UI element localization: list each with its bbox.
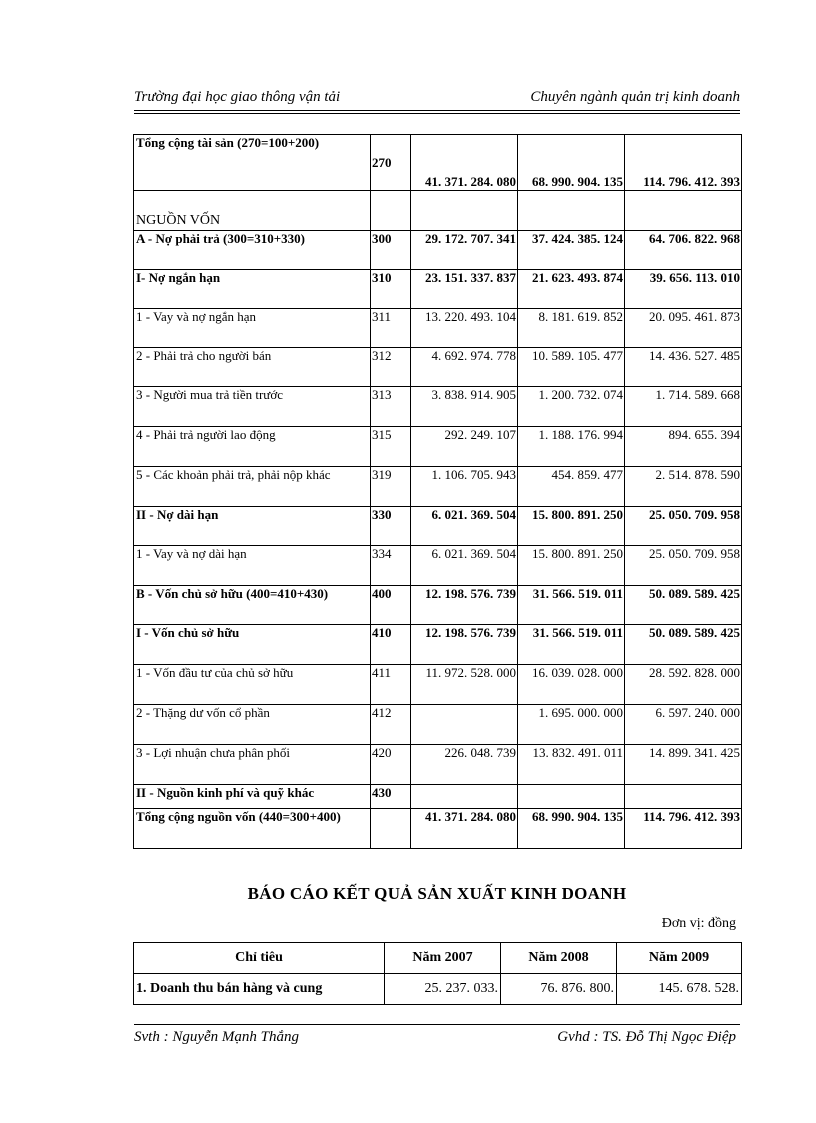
- cell-2008: 1. 695. 000. 000: [518, 705, 625, 745]
- cell-2007: 12. 198. 576. 739: [411, 586, 518, 625]
- row-label: 1 - Vay và nợ dài hạn: [134, 546, 371, 586]
- cell-2008: 454. 859. 477: [518, 467, 625, 507]
- table-row: [134, 270, 742, 309]
- cell-2007: 292. 249. 107: [411, 427, 518, 467]
- cell-2009: 114. 796. 412. 393: [625, 135, 742, 191]
- row-code: 315: [371, 427, 411, 467]
- cell-2009: 50. 089. 589. 425: [625, 586, 742, 625]
- header-rule-bottom: [134, 113, 740, 114]
- cell-2007: 25. 237. 033.: [385, 974, 501, 1005]
- cell-2007: [411, 785, 518, 809]
- cell-2007: 11. 972. 528. 000: [411, 665, 518, 705]
- row-code: [371, 191, 411, 231]
- cell-2007: [411, 191, 518, 231]
- row-label: 2 - Thặng dư vốn cổ phần: [134, 705, 371, 745]
- table-row: [134, 974, 742, 1005]
- row-label: B - Vốn chủ sở hữu (400=410+430): [134, 586, 371, 625]
- cell-2009: 2. 514. 878. 590: [625, 467, 742, 507]
- row-code: 313: [371, 387, 411, 427]
- table-row: [134, 625, 742, 665]
- row-label: 1 - Vốn đầu tư của chủ sở hữu: [134, 665, 371, 705]
- row-label: A - Nợ phải trả (300=310+330): [134, 231, 371, 270]
- cell-2008: [518, 785, 625, 809]
- cell-2009: 28. 592. 828. 000: [625, 665, 742, 705]
- footer-rule: [134, 1024, 740, 1025]
- row-code: 310: [371, 270, 411, 309]
- cell-2009: 25. 050. 709. 958: [625, 507, 742, 546]
- balance-sheet-table: [133, 134, 742, 849]
- cell-2008: 68. 990. 904. 135: [518, 809, 625, 849]
- cell-2009: 50. 089. 589. 425: [625, 625, 742, 665]
- cell-2009: 894. 655. 394: [625, 427, 742, 467]
- cell-2008: 31. 566. 519. 011: [518, 625, 625, 665]
- cell-2007: 29. 172. 707. 341: [411, 231, 518, 270]
- income-statement-table: [133, 942, 742, 1005]
- cell-2009: 14. 899. 341. 425: [625, 745, 742, 785]
- cell-2008: [518, 191, 625, 231]
- row-code: 400: [371, 586, 411, 625]
- cell-2009: 20. 095. 461. 873: [625, 309, 742, 348]
- cell-2009: 39. 656. 113. 010: [625, 270, 742, 309]
- table-row: [134, 507, 742, 546]
- cell-2007: 41. 371. 284. 080: [411, 135, 518, 191]
- cell-2007: 41. 371. 284. 080: [411, 809, 518, 849]
- cell-2008: 16. 039. 028. 000: [518, 665, 625, 705]
- column-header: Năm 2008: [501, 943, 617, 974]
- table-row: [134, 665, 742, 705]
- row-label: 5 - Các khoản phải trả, phải nộp khác: [134, 467, 371, 507]
- row-code: 334: [371, 546, 411, 586]
- cell-2007: 23. 151. 337. 837: [411, 270, 518, 309]
- cell-2009: [625, 785, 742, 809]
- table-row: [134, 467, 742, 507]
- header-rule-top: [134, 110, 740, 111]
- cell-2007: 6. 021. 369. 504: [411, 546, 518, 586]
- row-code: 300: [371, 231, 411, 270]
- page-footer: [134, 1029, 740, 1049]
- cell-2007: 6. 021. 369. 504: [411, 507, 518, 546]
- currency-unit: Đơn vị: đồng: [661, 916, 736, 931]
- cell-2008: 8. 181. 619. 852: [518, 309, 625, 348]
- row-label: 3 - Người mua trả tiền trước: [134, 387, 371, 427]
- cell-2008: 1. 188. 176. 994: [518, 427, 625, 467]
- cell-2008: 13. 832. 491. 011: [518, 745, 625, 785]
- cell-2009: [625, 191, 742, 231]
- cell-2009: 64. 706. 822. 968: [625, 231, 742, 270]
- cell-2008: 68. 990. 904. 135: [518, 135, 625, 191]
- table-row: [134, 705, 742, 745]
- table-row: [134, 387, 742, 427]
- cell-2009: 25. 050. 709. 958: [625, 546, 742, 586]
- row-label: 1. Doanh thu bán hàng và cung: [134, 974, 385, 1005]
- row-code: 330: [371, 507, 411, 546]
- cell-2008: 76. 876. 800.: [501, 974, 617, 1005]
- cell-2008: 15. 800. 891. 250: [518, 507, 625, 546]
- row-label: 4 - Phải trả người lao động: [134, 427, 371, 467]
- cell-2008: 37. 424. 385. 124: [518, 231, 625, 270]
- row-label: Tổng cộng nguồn vốn (440=300+400): [134, 809, 371, 849]
- row-label: 2 - Phải trả cho người bán: [134, 348, 371, 387]
- cell-2009: 145. 678. 528.: [617, 974, 742, 1005]
- table-row: [134, 135, 742, 191]
- table-row: [134, 586, 742, 625]
- footer-advisor: Gvhd : TS. Đỗ Thị Ngọc Điệp: [557, 1029, 736, 1045]
- row-label: II - Nguồn kinh phí và quỹ khác: [134, 785, 371, 809]
- table-row: [134, 309, 742, 348]
- table-row: [134, 348, 742, 387]
- footer-student: Svth : Nguyễn Mạnh Thắng: [134, 1029, 299, 1045]
- row-label: II - Nợ dài hạn: [134, 507, 371, 546]
- cell-2007: 4. 692. 974. 778: [411, 348, 518, 387]
- row-label: I- Nợ ngắn hạn: [134, 270, 371, 309]
- column-header: Chỉ tiêu: [134, 943, 385, 974]
- table-row: [134, 191, 742, 231]
- column-header: Năm 2007: [385, 943, 501, 974]
- row-code: 412: [371, 705, 411, 745]
- table-row: [134, 809, 742, 849]
- section-heading: NGUỒN VỐN: [134, 191, 371, 231]
- table-header-row: [134, 943, 742, 974]
- header-major: Chuyên ngành quản trị kinh doanh: [530, 89, 740, 105]
- table-row: [134, 745, 742, 785]
- table-row: [134, 231, 742, 270]
- cell-2007: [411, 705, 518, 745]
- income-statement-title: BÁO CÁO KẾT QUẢ SẢN XUẤT KINH DOANH: [247, 884, 627, 903]
- cell-2008: 10. 589. 105. 477: [518, 348, 625, 387]
- row-code: 411: [371, 665, 411, 705]
- cell-2008: 21. 623. 493. 874: [518, 270, 625, 309]
- row-code: 319: [371, 467, 411, 507]
- row-code: 312: [371, 348, 411, 387]
- column-header: Năm 2009: [617, 943, 742, 974]
- table-row: [134, 546, 742, 586]
- cell-2009: 114. 796. 412. 393: [625, 809, 742, 849]
- cell-2007: 226. 048. 739: [411, 745, 518, 785]
- cell-2007: 12. 198. 576. 739: [411, 625, 518, 665]
- cell-2008: 15. 800. 891. 250: [518, 546, 625, 586]
- table-row: [134, 785, 742, 809]
- cell-2007: 1. 106. 705. 943: [411, 467, 518, 507]
- page-header: [134, 87, 740, 109]
- row-code: 311: [371, 309, 411, 348]
- cell-2007: 3. 838. 914. 905: [411, 387, 518, 427]
- row-code: 270: [371, 135, 411, 191]
- table-row: [134, 427, 742, 467]
- cell-2009: 1. 714. 589. 668: [625, 387, 742, 427]
- header-school: Trường đại học giao thông vận tải: [134, 89, 341, 105]
- cell-2009: 14. 436. 527. 485: [625, 348, 742, 387]
- row-label: I - Vốn chủ sở hữu: [134, 625, 371, 665]
- cell-2009: 6. 597. 240. 000: [625, 705, 742, 745]
- row-label: Tổng cộng tài sản (270=100+200): [134, 135, 371, 191]
- row-label: 1 - Vay và nợ ngắn hạn: [134, 309, 371, 348]
- cell-2008: 1. 200. 732. 074: [518, 387, 625, 427]
- row-label: 3 - Lợi nhuận chưa phân phối: [134, 745, 371, 785]
- cell-2007: 13. 220. 493. 104: [411, 309, 518, 348]
- row-code: 430: [371, 785, 411, 809]
- row-code: [371, 809, 411, 849]
- row-code: 410: [371, 625, 411, 665]
- row-code: 420: [371, 745, 411, 785]
- cell-2008: 31. 566. 519. 011: [518, 586, 625, 625]
